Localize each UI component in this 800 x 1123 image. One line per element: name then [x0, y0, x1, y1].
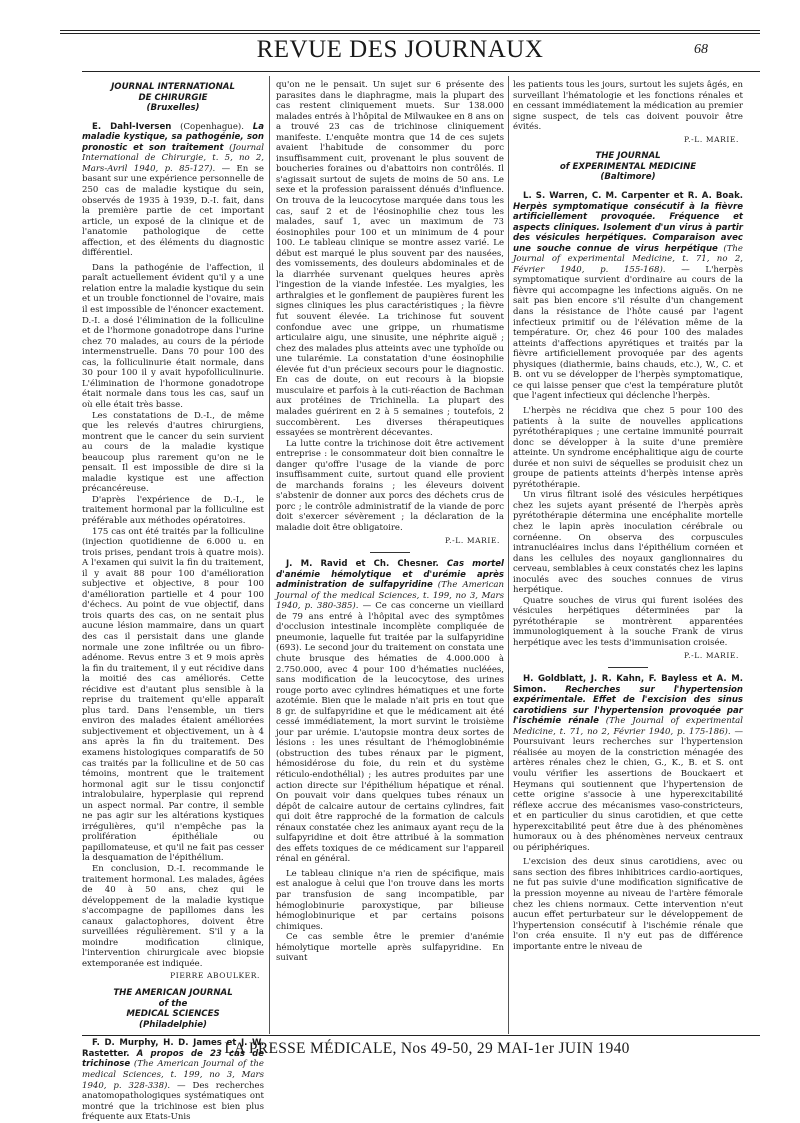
top-double-rule-inner [60, 33, 760, 34]
paragraph: Les constatations de D.-I., de même que les relevés d'autres chirurgiens, montrent que le cancer du sein survient au cours de la maladie kystique beaucoup plus rarement qu'on ne le pensait. Il est impossible de dire si la maladie kystique est une affection précancéreuse. [82, 410, 264, 495]
author-signature: P.-L. MARIE. [445, 535, 500, 545]
article-authors: F. D. Murphy, H. D. James et J. W. Rastetter. [82, 1038, 264, 1059]
paragraph: La lutte contre la trichinose doit être activement entreprise : le consommateur doit bien connaître le danger qu'offre l'usage de la viande de porc insuffisamment cuite, surtout quand elle provient de marchands forains ; les éleveurs doivent s'abstenir de donner aux porcs des déchets crus de porc ; le contrôle administratif de la viande de porc doit s'exercer sévèrement ; la déclaration de la maladie doit être obligatoire. [276, 438, 504, 533]
journal-name-line: JOURNAL INTERNATIONAL [111, 82, 235, 92]
paragraph: Le tableau clinique n'a rien de spécifique, mais est analogue à celui que l'on trouve dans les morts par transfusion de sang incompatible, par hémoglobinurie paroxystique, par bilieuse hémoglobinurique et par certains poisons chimiques. [276, 868, 504, 932]
author-signature: P.-L. MARIE. [684, 650, 739, 660]
article-title: Cas mortel d'anémie hémolytique et d'urémie après administration de sulfapyridine [276, 559, 504, 591]
article-reference: (The American Journal of the medical Sciences, t. 199, no 3, Mars 1940, p. 328-338). [82, 1059, 264, 1091]
article-authors: J. M. Ravid et Ch. Chesner. [286, 559, 439, 570]
page-footer: LA PRESSE MÉDICALE, Nos 49-50, 29 MAI-1er JUIN 1940 [224, 1040, 630, 1057]
paragraph: les patients tous les jours, surtout les sujets âgés, en surveillant l'hématologie et les fonctions rénales et en cessant immédiatement la médication au premier signe suspect, de tels cas doivent pouvoir être évités. [513, 80, 743, 133]
paragraph: L'herpès ne récidiva que chez 5 pour 100 des patients à la suite de nouvelles applications pyrétothérapiques ; une certaine immunité pourrait donc se développer à la suite d'une première atteinte. Un syndrome encéphalitique aigu de courte durée et non suivi de séquelles se produisit chez un groupe de patients atteints d'herpès intense après pyrétothérapie. [513, 405, 743, 490]
journal-heading [82, 82, 264, 103]
column-3 [513, 80, 743, 1030]
column-divider-2 [508, 76, 509, 1034]
article-title: Recherches sur l'hypertension expérimentale. Effet de l'excision des sinus carotidiens sur l'hypertension provoquée par l'ischémie rénale [513, 684, 743, 727]
article-separator [370, 552, 410, 553]
article-warren [513, 191, 743, 402]
column-1 [82, 80, 265, 1123]
journal-city: (Philadelphie) [139, 1019, 207, 1030]
top-double-rule [60, 30, 760, 31]
article-dahl-iversen [82, 122, 264, 259]
article-reference: (The Journal of experimental Medicine, t. 71, no 2, Février 1940, p. 155-168). [513, 243, 743, 275]
article-text: — Des recherches anatomopathologiques systématiques ont montré que la trichinose est bien plus fréquente aux Etats-Unis [82, 1080, 265, 1123]
paragraph: 175 cas ont été traités par la folliculine (injection quotidienne de 6.000 u. en trois prises, pendant trois à quatre mois). A l'examen qui suivit la fin du traitement, il y avait 88 pour 100 d'amélioration subjective et objective, 8 pour 100 d'amélioration partielle et 4 pour 100 d'échecs. Au point de vue objectif, dans trois quarts des cas, on ne sentait plus aucune lésion mammaire, dans un quart des cas il persistait dans une glande normale une zone infiltrée ou un fibro-adénome. Revus entre 3 et 9 mois après la fin du traitement, il y eut récidive dans la moitié des cas améliorés. Cette récidive est d'autant plus sensible à la reprise du traitement qu'elle apparaît plus tard. Dans l'ensemble, un tiers environ des malades étaient améliorées subjectivement et objectivement, un à 4 ans après la fin du traitement. Des examens histologiques comparatifs de 50 cas traités par la folliculine et de 50 cas témoins, montrent que le traitement hormonal agit sur le tissu conjonctif intralobulaire, hyperplasie qui reprend un aspect normal. Par contre, il semble ne pas agir sur les altérations kystiques irrégulières, qu'il n'empêche pas la prolifération épithéliale ou papillomateuse, et qu'il ne fait pas cesser la desquamation de l'épithélium. [82, 526, 264, 864]
paragraph: qu'on ne le pensait. Un sujet sur 6 présente des parasites dans le diaphragme, mais la plupart des cas restent cliniquement muets. Sur 138.000 malades entrés à l'hôpital de Milwaukee en 8 ans on a trouvé 23 cas de trichinose cliniquement manifeste. L'enquête montra que 14 de ces sujets avaient l'habitude de consommer du porc insuffisamment cuit, provenant le plus souvent de boucheries foraines ou d'abattoirs non contrôlés. Il s'agissait surtout de sujets de moins de 50 ans. Le sexe et la profession paraissent dénués d'influence. On trouva de la leucocytose marquée dans tous les cas, sauf 2 et de l'éosinophilie chez tous les malades, sauf 1, avec un maximum de 73 éosinophiles pour 100 et un minimum de 4 pour 100. Le tableau clinique se montre assez varié. Le début est marqué le plus souvent par des nausées, des vomissements, des douleurs abdominales et de la diarrhée survenant quelques heures après l'ingestion de la viande infestée. Les myalgies, les arthralgies et le gonflement de paupières furent les signes cliniques les plus caractéristiques ; la fièvre fut souvent élevée. La trichinose fut souvent confondue avec une grippe, un rhumatisme articulaire aigu, une sinusite, une néphrite aiguë ; chez des malades plus atteints avec une typhoïde ou une tularémie. La constatation d'une éosinophilie élevée fut d'un précieux secours pour le diagnostic. En cas de doute, on eut recours à la biopsie musculaire et parfois à la cuti-réaction de Bachman aux protéines de Trichinella. La plupart des malades guérirent en 2 à 5 semaines ; toutefois, 2 succombèrent. Les diverses thérapeutiques essayées se montrèrent décevantes. [276, 80, 504, 439]
article-title: La maladie kystique, sa pathogénie, son pronostic et son traitement [82, 121, 264, 153]
page-title: REVUE DES JOURNAUX [256, 36, 544, 63]
paragraph: L'excision des deux sinus carotidiens, avec ou sans section des fibres inhibitrices cardio-aortiques, ne fut pas suivie d'une modification significative de la pression moyenne au niveau de l'artère fémorale chez les chiens normaux. Cette intervention n'eut aucun effet perturbateur sur le développement de l'hypertension consécutif à l'ischémie rénale que l'on créa ensuite. Il n'y eut pas de différence importante entre le niveau de [513, 857, 743, 952]
article-text: — Poursuivant leurs recherches sur l'hypertension réalisée au moyen de la constriction ménagée des artères rénales chez le chien, G., K., B. et S. ont voulu vérifier les assertions de Bouckaert et Heymans qui soutiennent que l'hypertension de cette origine s'associe à une hyperexcitabilité réflexe accrue des mécanismes vaso-constricteurs, et en particulier du sinus carotidien, et que cette hyperexcitabilité peut être due à des phénomènes humoraux ou à des phénomènes nerveux centraux ou périphériques. [513, 726, 743, 853]
journal-name-line: DE CHIRURGIE [138, 92, 208, 103]
paragraph: En conclusion, D.-I. recommande le traitement hormonal. Les malades, âgées de 40 à 50 ans, chez qui le développement de la maladie kystique s'accompagne de papillomes dans les canaux galactophores, doivent être surveillées régulièrement. S'il y a la moindre modification clinique, l'intervention chirurgicale avec biopsie extemporanée est indiquée. [82, 864, 264, 969]
article-separator [608, 667, 648, 668]
article-title: A propos de 23 cas de trichinose [82, 1048, 264, 1070]
page-number: 68 [694, 42, 708, 57]
article-reference: (Journal International de Chirurgie, t. 5, no 2, Mars-Avril 1940, p. 85-127). [82, 142, 264, 174]
journal-name-line: MEDICAL SCIENCES [126, 1009, 220, 1020]
journal-heading [513, 151, 743, 172]
header-rule [82, 71, 760, 72]
author-signature: PIERRE ABOULKER. [170, 971, 260, 981]
journal-name-line: of the [158, 998, 188, 1009]
article-text: — En se basant sur une expérience personnelle de 250 cas de maladie kystique du sein, observés de 1935 à 1939, D.-I. fait, dans la première partie de cet important article, un exposé de la clinique et de l'anatomie pathologique de cette affection, et des éléments du diagnostic différentiel. [82, 163, 264, 259]
column-2 [276, 80, 504, 1030]
journal-name-line: THE JOURNAL [595, 151, 661, 162]
author-signature: P.-L. MARIE. [684, 134, 739, 144]
journal-city: (Baltimore) [600, 172, 656, 183]
article-goldblatt [513, 674, 743, 853]
article-authors: H. Goldblatt, J. R. Kahn, F. Bayless et A. M. Simon. [513, 674, 743, 695]
paragraph: Quatre souches de virus qui furent isolées des vésicules herpétiques déterminées par la pyrétothérapie se montrèrent apparentées immunologiquement à la souche Frank de virus herpétique avec les tests d'immunisation croisée. [513, 595, 743, 648]
article-reference: (The Journal of experimental Medicine, t. 71, no 2, Février 1940, p. 175-186). [513, 716, 743, 737]
article-affiliation: (Copenhague). [171, 121, 253, 132]
footer-rule [82, 1035, 760, 1036]
journal-heading [82, 988, 264, 1020]
article-title: Herpès symptomatique consécutif à la fièvre artificiellement provoquée. Fréquence et aspects cliniques. Isolement d'un virus à partir des vésicules herpétiques. Comparaison avec une souche connue de virus herpétique [513, 201, 743, 254]
column-divider-1 [269, 76, 270, 1034]
paragraph: D'après l'expérience de D.-I., le traitement hormonal par la folliculine est préférable aux méthodes opératoires. [82, 494, 264, 526]
article-ravid [276, 559, 504, 865]
article-text: — Ce cas concerne un vieillard de 79 ans entré à l'hôpital avec des symptômes d'occlusion intestinale incomplète compliquée de pneumonie, laquelle fut traitée par la sulfapyridine (693). Le second jour du traitement on constata une chute brusque des hématies de 4.000.000 à 2.750.000, avec 4 pour 100 d'hématies nucléées, sans modification de la leucocytose, des urines rouge porto avec cylindres hématiques et une forte azotémie. Bien que le malade n'ait pris en tout que 8 gr. de sulfapyridine et que le médicament ait été cessé immédiatement, la mort survint le troisième jour par urémie. L'autopsie montra deux sortes de lésions : les unes résultant de l'hémoglobinémie (obstruction des tubes rénaux par le pigment, hémosidérose du foie, du rein et du système réticulo-endothélial) ; les autres produites par une action directe sur l'épithélium hépatique et rénal. On pouvait voir dans quelques tubes rénaux un dépôt de calcaire autour de certains cylindres, fait qui doit être rapproché de la formation de calculs rénaux constatée chez les animaux ayant reçu de la sulfapyridine et doit être attribué à la sommation des effets toxiques de ce médicament sur l'appareil rénal en général. [276, 601, 504, 865]
article-authors: E. Dahl-Iversen [92, 121, 172, 132]
journal-city: (Bruxelles) [146, 103, 200, 114]
article-text: — L'herpès symptomatique survient d'ordinaire au cours de la fièvre qui accompagne les infections aiguës. On ne sait pas bien encore s'il résulte d'un changement dans la résistance de l'hôte causé par l'agent infectieux primitif ou de l'élévation même de la température. Or, chez 46 pour 100 des malades atteints d'affections apyrétiques et traités par la fièvre artificiellement provoquée par des agents physiques (diathermie, bains chauds, etc.), W., C. et B. ont vu se développer de l'herpès symptomatique, ce qui laisse penser que c'est la température plutôt que l'agent infectieux qui déclenche l'herpès. [513, 264, 743, 402]
journal-name-line: THE AMERICAN JOURNAL [113, 988, 233, 999]
journal-name-line: of EXPERIMENTAL MEDICINE [559, 161, 697, 172]
paragraph: Ce cas semble être le premier d'anémie hémolytique mortelle après sulfapyridine. En suivant [276, 932, 504, 964]
paragraph: Un virus filtrant isolé des vésicules herpétiques chez les sujets ayant présenté de l'herpès après pyrétothérapie détermina une encéphalite mortelle chez le lapin après inoculation cérébrale ou cornéenne. On observa des corpuscules intranucléaires inclus dans l'épithélium cornéen et dans les cellules des noyaux ganglionnaires du cerveau, semblables à ceux constatés chez les lapins inoculés avec des souches connues de virus herpétique. [513, 490, 743, 596]
article-authors: L. S. Warren, C. M. Carpenter et R. A. Boak. [523, 191, 743, 202]
paragraph: Dans la pathogénie de l'affection, il paraît actuellement évident qu'il y a une relation entre la maladie kystique du sein et un trouble fonctionnel de l'ovaire, mais il est impossible de l'énoncer exactement. D.-I. a dosé l'élimination de la folliculine et de l'hormone gonadotrope dans l'urine chez 70 malades, au cours de la période intermenstruelle. Dans 70 pour 100 des cas, la folliculinurie était normale, dans 30 pour 100 il y avait hypofolliculinurie. L'élimination de l'hormone gonadotrope était normale dans tous les cas, sauf un où elle était très basse. [82, 262, 264, 410]
article-reference: (The American Journal of the medical Sciences, t. 199, no 3, Mars 1940, p. 380-385). [276, 580, 504, 612]
